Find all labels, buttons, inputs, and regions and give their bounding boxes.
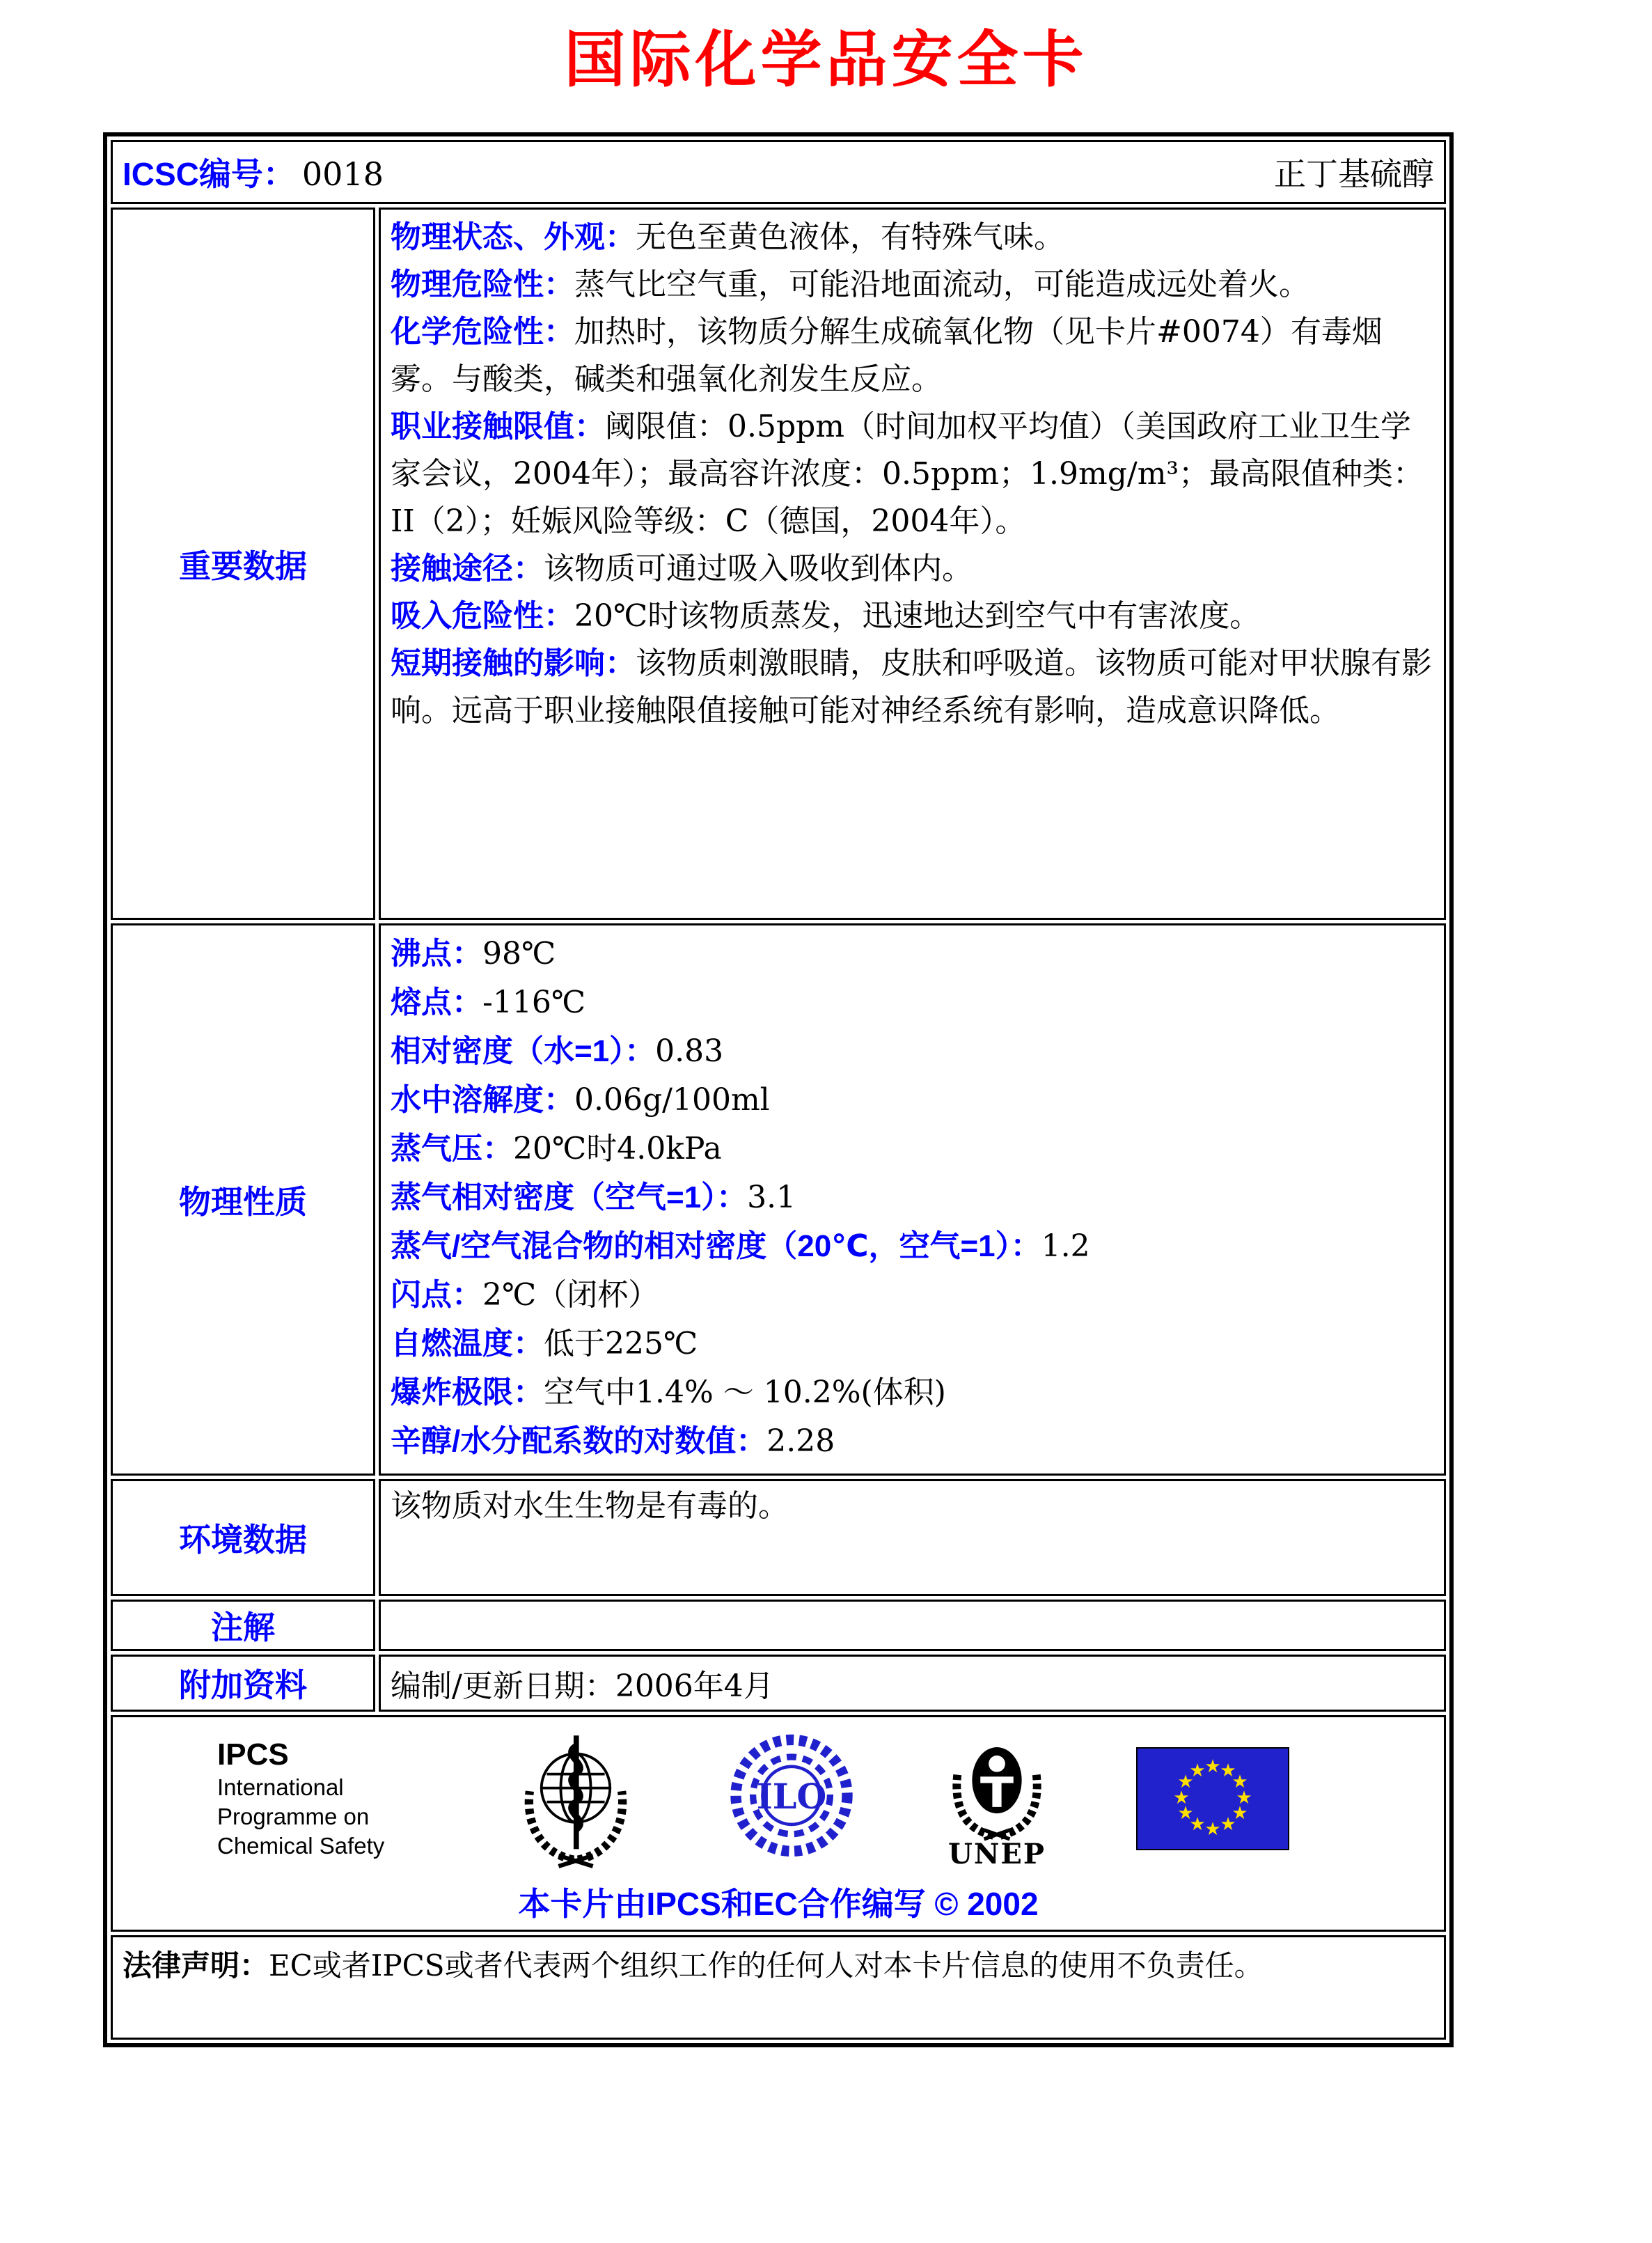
svg-text:★: ★ — [1173, 1788, 1190, 1808]
notes-content — [379, 1600, 1446, 1651]
eu-flag-icon — [1136, 1747, 1289, 1850]
physical-property-item: 水中溶解度：0.06g/100ml — [391, 1082, 770, 1118]
safety-card-table — [103, 132, 1454, 2047]
legal-statement: EC或者IPCS或者代表两个组织工作的任何人对本卡片信息的使用不负责任。 — [269, 1948, 1264, 1983]
svg-text:★: ★ — [1177, 1803, 1194, 1824]
legal-label: 法律声明： — [123, 1949, 269, 1982]
physical-property-item: 辛醇/水分配系数的对数值：2.28 — [391, 1423, 835, 1459]
chemical-name: 正丁基硫醇 — [1274, 155, 1434, 193]
important-data-item: 接触途径：该物质可通过吸入吸收到体内。 — [391, 551, 973, 586]
svg-text:★: ★ — [1220, 1814, 1236, 1835]
section-label-additional-info: 附加资料 — [111, 1655, 375, 1712]
svg-text:ILO: ILO — [756, 1776, 827, 1817]
section-label-environmental-data: 环境数据 — [111, 1479, 375, 1596]
ipcs-line: International — [217, 1774, 344, 1800]
card-header-row — [111, 140, 1446, 204]
svg-text:★: ★ — [1177, 1772, 1194, 1792]
ipcs-line: Chemical Safety — [217, 1833, 385, 1859]
important-data-item: 职业接触限值：阈限值：0.5ppm（时间加权平均值）（美国政府工业卫生学家会议，2004年）；最高容许浓度：0.5ppm；1.9mg/m³；最高限值种类：II（2）；妊娠风险等级：C（德国，2004年）。 — [391, 409, 1424, 539]
section-label-physical-properties: 物理性质 — [111, 923, 375, 1476]
logo-row — [111, 1715, 1446, 1932]
ilo-logo-icon — [725, 1729, 858, 1868]
unep-caption: UNEP — [947, 1838, 1046, 1870]
copyright-text: © 2002 — [934, 1886, 1039, 1922]
important-data-item: 吸入危险性：20℃时该物质蒸发，迅速地达到空气中有害浓度。 — [391, 598, 1261, 634]
credit-text: 本卡片由IPCS和EC合作编写 — [518, 1886, 926, 1922]
ipcs-line: Programme on — [217, 1804, 370, 1829]
important-data-item: 短期接触的影响：该物质刺激眼睛，皮肤和呼吸道。该物质可能对甲状腺有影响。远高于职业接触限值接触可能对神经系统有影响，造成意识降低。 — [391, 646, 1432, 728]
physical-property-item: 蒸气相对密度（空气=1）：3.1 — [391, 1180, 796, 1215]
svg-text:★: ★ — [1232, 1803, 1248, 1824]
physical-property-item: 蒸气/空气混合物的相对密度（20℃，空气=1）：1.2 — [391, 1228, 1090, 1264]
ipcs-title: IPCS — [217, 1737, 289, 1772]
page-title: 国际化学品安全卡 — [564, 25, 1088, 94]
unep-logo-icon — [941, 1727, 1053, 1842]
svg-text:★: ★ — [1220, 1760, 1236, 1781]
important-data-item: 物理危险性：蒸气比空气重，可能沿地面流动，可能造成远处着火。 — [391, 267, 1309, 302]
additional-info-text: 编制/更新日期：2006年4月 — [391, 1668, 774, 1704]
icsc-number-value: 0018 — [301, 155, 384, 193]
physical-property-item: 熔点：-116℃ — [391, 985, 586, 1020]
physical-property-item: 自燃温度：低于225℃ — [391, 1326, 698, 1361]
important-data-item: 物理状态、外观：无色至黄色液体，有特殊气味。 — [391, 219, 1064, 255]
physical-property-item: 沸点：98℃ — [391, 936, 556, 971]
who-logo-icon — [510, 1729, 642, 1868]
svg-text:★: ★ — [1189, 1814, 1206, 1835]
physical-property-item: 爆炸极限：空气中1.4% ～ 10.2%(体积) — [391, 1375, 946, 1410]
physical-properties-content — [379, 923, 1446, 1476]
svg-text:★: ★ — [1232, 1772, 1248, 1792]
svg-text:★: ★ — [1204, 1756, 1221, 1777]
svg-text:★: ★ — [1236, 1788, 1252, 1808]
unep-logo-block — [941, 1727, 1053, 1870]
physical-property-item: 闪点：2℃（闭杯） — [391, 1277, 659, 1313]
environmental-data-text: 该物质对水生生物是有毒的。 — [391, 1488, 789, 1524]
ipcs-text-block — [217, 1737, 426, 1861]
physical-property-item: 蒸气压：20℃时4.0kPa — [391, 1131, 722, 1166]
credit-line — [113, 1879, 1444, 1925]
icsc-number-label: ICSC编号： — [123, 156, 295, 192]
additional-info-content — [379, 1655, 1446, 1712]
section-label-important-data: 重要数据 — [111, 208, 375, 920]
environmental-data-content — [379, 1479, 1446, 1596]
legal-row — [111, 1935, 1446, 2040]
physical-property-item: 相对密度（水=1）：0.83 — [391, 1033, 724, 1069]
svg-text:★: ★ — [1204, 1819, 1221, 1840]
svg-text:★: ★ — [1189, 1760, 1206, 1781]
important-data-content — [379, 208, 1446, 920]
important-data-item: 化学危险性：加热时，该物质分解生成硫氧化物（见卡片#0074）有毒烟雾。与酸类，碱类和强氧化剂发生反应。 — [391, 314, 1383, 397]
section-label-notes: 注解 — [111, 1600, 375, 1651]
icsc-number-group — [123, 149, 384, 195]
